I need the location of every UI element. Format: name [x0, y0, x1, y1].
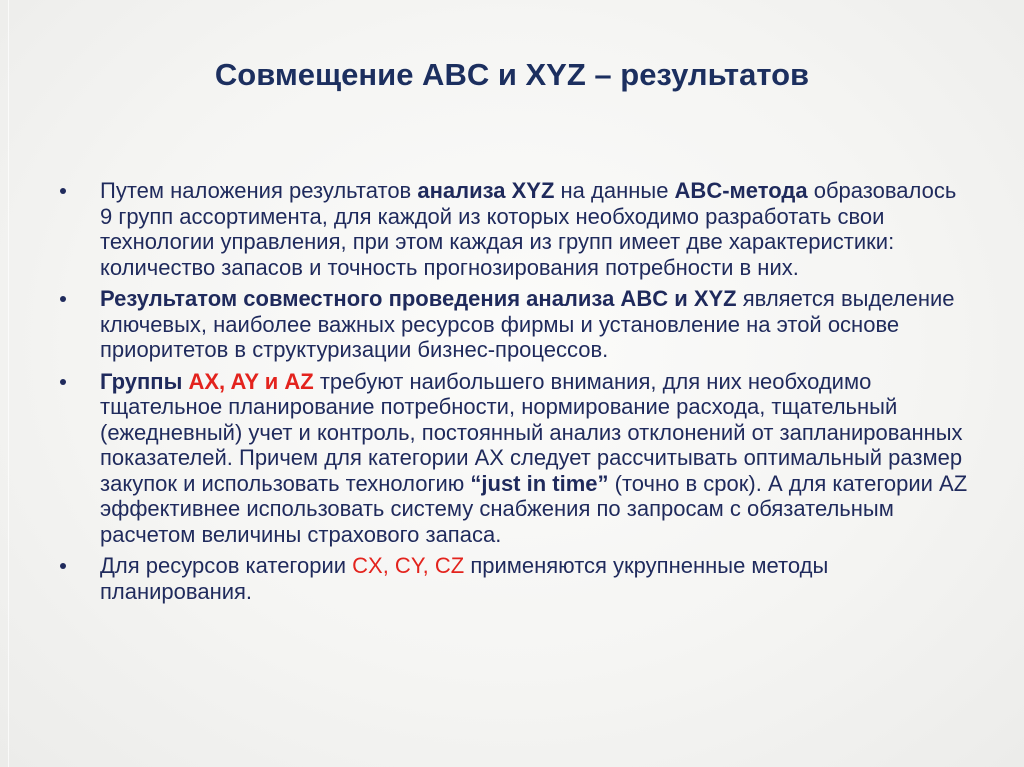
text-run-bold: анализа XYZ: [417, 178, 555, 203]
text-run-bold: Результатом совместного проведения анализа ABC и XYZ: [100, 286, 737, 311]
bullet-text: [100, 178, 970, 280]
text-run: требуют наибольшего внимания, для них необходимо тщательное планирование потребности, нормирование расхода, тщательный (ежедневный) учет и контроль, постоянный анализ отклонений от запланированных показателей. Причем для категории АХ следует рассчитывать оптимальный размер закупок и использовать технологию: [100, 368, 963, 496]
bullet-list: [0, 178, 1000, 610]
text-run: образовалось 9 групп ассортимента, для каждой из которых необходимо разработать свои технологии управления, при этом каждая из групп имеет две характеристики: количество запасов и точность прогнозирования потребности в них.: [100, 178, 957, 280]
bullet-item: [0, 553, 1000, 604]
bullet-icon: [60, 296, 66, 302]
highlight-run: AX, AY и AZ: [188, 368, 314, 394]
text-run-bold: ABC-метода: [674, 178, 808, 203]
bullet-item: [0, 178, 1000, 280]
text-run-bold: “just in time”: [470, 470, 609, 496]
bullet-icon: [60, 379, 66, 385]
text-run: Для ресурсов категории: [100, 553, 353, 578]
slide-title: Совмещение ABC и XYZ – результатов: [214, 57, 810, 92]
bullet-icon: [60, 563, 66, 569]
text-run: (точно в срок). А для категории AZ эффективнее использовать систему снабжения по запросам с обязательным расчетом величины страхового запаса.: [100, 470, 968, 547]
bullet-text: [100, 369, 970, 548]
bullet-text: [100, 286, 970, 363]
bullet-icon: [60, 188, 66, 194]
text-run-bold: Группы: [100, 368, 189, 394]
text-run: на данные: [554, 178, 675, 203]
bullet-text: [100, 553, 970, 604]
highlight-run: CX, CY, CZ: [352, 553, 465, 578]
bullet-item: [0, 369, 1000, 548]
text-run: Путем наложения результатов: [100, 178, 418, 203]
bullet-item: [0, 286, 1000, 363]
text-run: является выделение ключевых, наиболее важных ресурсов фирмы и установление на этой основе приоритетов в структуризации бизнес-процессов.: [100, 286, 955, 362]
text-run: применяются укрупненные методы планирования.: [100, 553, 829, 604]
